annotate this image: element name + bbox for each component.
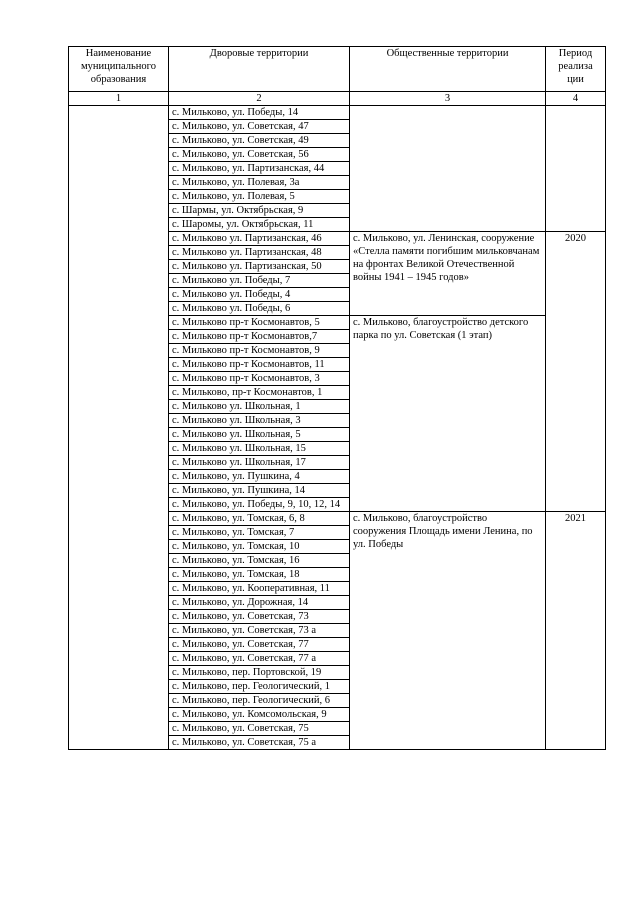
yard-territory-cell: с. Мильково, ул. Томская, 16	[169, 554, 350, 568]
yard-territory-cell: с. Мильково ул. Партизанская, 48	[169, 246, 350, 260]
yard-territory-cell: с. Мильково пр-т Космонавтов, 9	[169, 344, 350, 358]
column-number: 2	[169, 92, 350, 106]
yard-territory-cell: с. Мильково, ул. Советская, 73	[169, 610, 350, 624]
yard-territory-cell: с. Мильково ул. Школьная, 5	[169, 428, 350, 442]
yard-territory-cell: с. Мильково пр-т Космонавтов,7	[169, 330, 350, 344]
yard-territory-cell: с. Мильково, ул. Томская, 6, 8	[169, 512, 350, 526]
yard-territory-cell: с. Мильково, ул. Томская, 18	[169, 568, 350, 582]
column-number: 4	[546, 92, 606, 106]
yard-territory-cell: с. Мильково, пр-т Космонавтов, 1	[169, 386, 350, 400]
public-territory-cell: с. Мильково, благоустройство сооружения Площадь имени Ленина, по ул. Победы	[350, 512, 546, 750]
public-territory-cell: с. Мильково, ул. Ленинская, сооружение «Стелла памяти погибшим мильковчанам на фронтах Великой Отечественной войны 1941 – 1945 годов»	[350, 232, 546, 316]
yard-territory-cell: с. Мильково ул. Победы, 4	[169, 288, 350, 302]
yard-territory-cell: с. Мильково, ул. Дорожная, 14	[169, 596, 350, 610]
yard-territory-cell: с. Мильково ул. Победы, 7	[169, 274, 350, 288]
table-row	[69, 106, 606, 120]
number-row	[69, 92, 606, 106]
public-territory-cell: с. Мильково, благоустройство детского парка по ул. Советская (1 этап)	[350, 316, 546, 512]
yard-territory-cell: с. Мильково ул. Школьная, 15	[169, 442, 350, 456]
yard-territory-cell: с. Мильково пр-т Космонавтов, 5	[169, 316, 350, 330]
yard-territory-cell: с. Мильково, ул. Советская, 75 а	[169, 736, 350, 750]
period-cell: 2020	[546, 232, 606, 512]
public-territory-cell-empty	[350, 106, 546, 232]
yard-territory-cell: с. Мильково ул. Победы, 6	[169, 302, 350, 316]
municipality-cell	[69, 106, 169, 750]
yard-territory-cell: с. Мильково, ул. Советская, 56	[169, 148, 350, 162]
yard-territory-cell: с. Шармы, ул. Октябрьская, 9	[169, 204, 350, 218]
yard-territory-cell: с. Мильково ул. Партизанская, 46	[169, 232, 350, 246]
header-row	[69, 47, 606, 92]
yard-territory-cell: с. Мильково ул. Школьная, 3	[169, 414, 350, 428]
yard-territory-cell: с. Мильково, ул. Комсомольская, 9	[169, 708, 350, 722]
yard-territory-cell: с. Мильково, ул. Победы, 14	[169, 106, 350, 120]
header-municipality: Наименование муниципального образования	[69, 47, 169, 92]
yard-territory-cell: с. Мильково, ул. Советская, 77	[169, 638, 350, 652]
yard-territory-cell: с. Шаромы, ул. Октябрьская, 11	[169, 218, 350, 232]
yard-territory-cell: с. Мильково, пер. Геологический, 6	[169, 694, 350, 708]
yard-territory-cell: с. Мильково ул. Школьная, 17	[169, 456, 350, 470]
yard-territory-cell: с. Мильково ул. Партизанская, 50	[169, 260, 350, 274]
yard-territory-cell: с. Мильково, ул. Советская, 75	[169, 722, 350, 736]
yard-territory-cell: с. Мильково, ул. Томская, 7	[169, 526, 350, 540]
yard-territory-cell: с. Мильково пр-т Космонавтов, 11	[169, 358, 350, 372]
yard-territory-cell: с. Мильково, ул. Полевая, 5	[169, 190, 350, 204]
yard-territory-cell: с. Мильково, ул. Советская, 49	[169, 134, 350, 148]
yard-territory-cell: с. Мильково ул. Школьная, 1	[169, 400, 350, 414]
header-period: Период реализа ции	[546, 47, 606, 92]
yard-territory-cell: с. Мильково, ул. Советская, 77 а	[169, 652, 350, 666]
yard-territory-cell: с. Мильково, ул. Пушкина, 4	[169, 470, 350, 484]
yard-territory-cell: с. Мильково, пер. Портовской, 19	[169, 666, 350, 680]
yard-territory-cell: с. Мильково, ул. Томская, 10	[169, 540, 350, 554]
yard-territory-cell: с. Мильково, ул. Советская, 73 а	[169, 624, 350, 638]
header-yard-territories: Дворовые территории	[169, 47, 350, 92]
territories-table	[68, 46, 606, 750]
yard-territory-cell: с. Мильково, ул. Кооперативная, 11	[169, 582, 350, 596]
header-public-territories: Общественные территории	[350, 47, 546, 92]
yard-territory-cell: с. Мильково, ул. Пушкина, 14	[169, 484, 350, 498]
yard-territory-cell: с. Мильково, ул. Советская, 47	[169, 120, 350, 134]
period-cell-empty	[546, 106, 606, 232]
column-number: 1	[69, 92, 169, 106]
yard-territory-cell: с. Мильково, ул. Полевая, 3а	[169, 176, 350, 190]
column-number: 3	[350, 92, 546, 106]
yard-territory-cell: с. Мильково, ул. Партизанская, 44	[169, 162, 350, 176]
yard-territory-cell: с. Мильково, пер. Геологический, 1	[169, 680, 350, 694]
period-cell: 2021	[546, 512, 606, 750]
yard-territory-cell: с. Мильково пр-т Космонавтов, 3	[169, 372, 350, 386]
yard-territory-cell: с. Мильково, ул. Победы, 9, 10, 12, 14	[169, 498, 350, 512]
